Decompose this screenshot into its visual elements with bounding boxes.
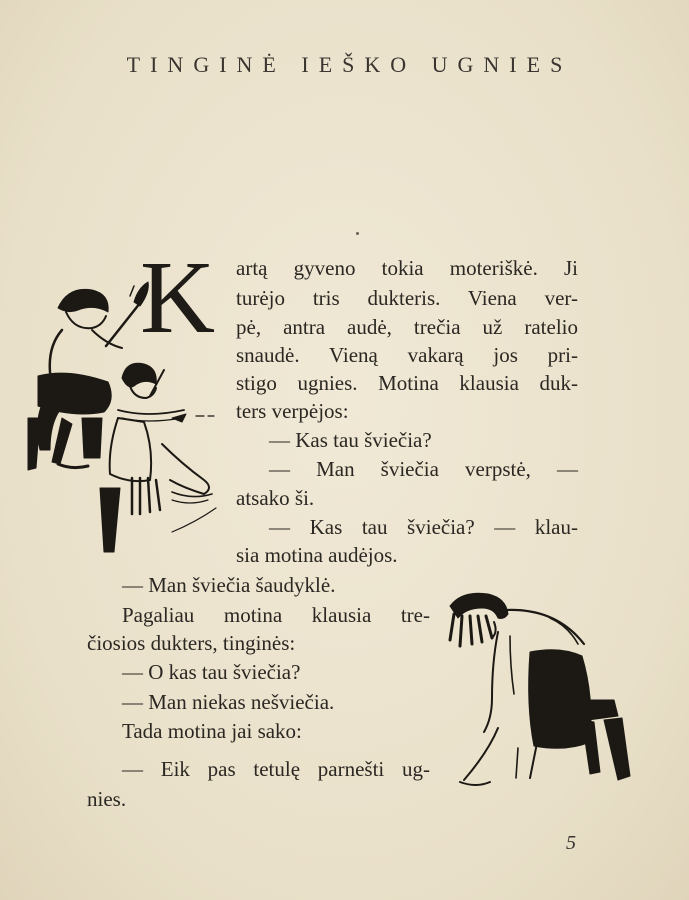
text-line-5: stigo ugnies. Motina klausia duk- xyxy=(236,371,578,395)
text-line-2: turėjo tris dukteris. Viena ver- xyxy=(236,286,578,310)
text-line-13: Pagaliau motina klausia tre- xyxy=(122,603,430,627)
text-line-6: ters verpėjos: xyxy=(236,399,349,423)
text-line-16: — Man niekas nešviečia. xyxy=(122,690,335,714)
text-line-3: pė, antra audė, trečia už ratelio xyxy=(236,315,578,339)
text-line-19: nies. xyxy=(87,787,127,811)
text-line-10: — Kas tau šviečia? — klau- xyxy=(269,515,578,539)
text-line-17: Tada motina jai sako: xyxy=(122,719,302,743)
page-number: 5 xyxy=(566,832,576,854)
text-line-9: atsako ši. xyxy=(236,486,315,510)
text-line-4: snaudė. Vieną vakarą jos pri- xyxy=(236,343,578,367)
text-line-15: — O kas tau šviečia? xyxy=(122,660,301,684)
text-line-18: — Eik pas tetulę parnešti ug- xyxy=(122,757,430,781)
text-line-1: artą gyveno tokia moteriškė. Ji xyxy=(236,256,578,280)
text-line-14: čiosios dukters, tinginės: xyxy=(87,631,296,655)
drop-cap: K xyxy=(140,240,216,355)
text-line-11: sia motina audėjos. xyxy=(236,543,398,567)
text-line-12: — Man šviečia šaudyklė. xyxy=(122,573,336,597)
lazy-daughter-illustration xyxy=(438,588,638,802)
text-line-8: — Man šviečia verpstė, — xyxy=(269,457,578,481)
text-line-7: — Kas tau šviečia? xyxy=(269,428,432,452)
ink-speck xyxy=(356,232,359,235)
running-title: TINGINĖ IEŠKO UGNIES xyxy=(126,52,573,77)
